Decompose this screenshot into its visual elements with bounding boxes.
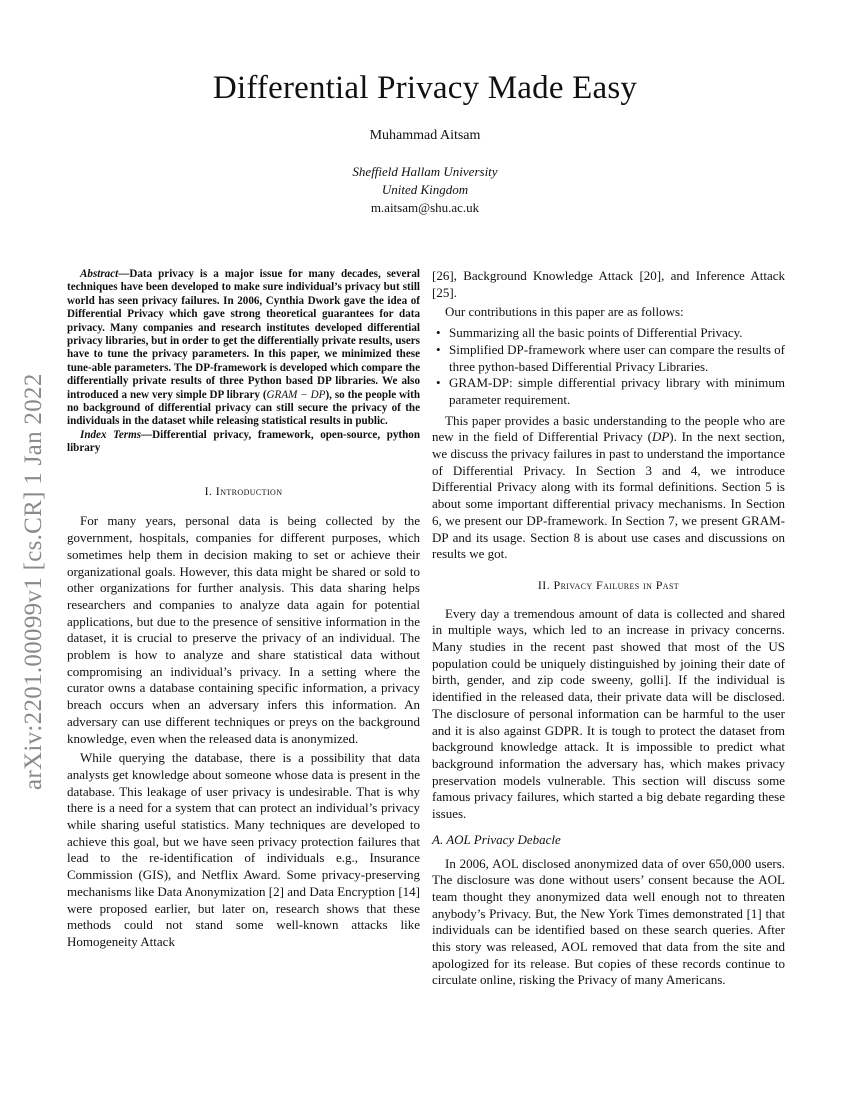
intro-paragraph-3-math: DP <box>651 429 670 445</box>
arxiv-identifier: arXiv:2201.00099v1 [cs.CR] 1 Jan 2022 <box>20 373 47 790</box>
country: United Kingdom <box>381 182 469 197</box>
abstract-label: Abstract <box>80 268 119 280</box>
abstract-dash: — <box>118 268 130 280</box>
list-item <box>432 325 785 342</box>
abstract-text-2: ), so the people with no background of differential privacy can still secure the privacy of the individuals in the dataset while releasing statistical results in public. <box>67 388 420 428</box>
section-2-heading-text: II. Privacy Failures in Past <box>537 577 680 592</box>
intro-paragraph-3-part-a: This paper provides a basic understanding to the people who are new in the field of Differential Privacy ( <box>432 412 785 445</box>
institution: Sheffield Hallam University <box>352 164 498 179</box>
section-1-heading-text: I. Introduction <box>204 483 283 498</box>
contribution-text: GRAM-DP: simple differential privacy library with minimum parameter requirement. <box>449 375 785 407</box>
abstract <box>67 268 420 429</box>
arxiv-stamp <box>18 300 58 800</box>
bullet-icon: • <box>436 341 441 357</box>
abstract-math: GRAM − DP <box>266 388 326 401</box>
contribution-text: Summarizing all the basic points of Differential Privacy. <box>449 325 743 341</box>
index-terms-dash: — <box>141 428 153 441</box>
author-name: Muhammad Aitsam <box>369 128 481 143</box>
contributions-intro: Our contributions in this paper are as follows: <box>445 304 684 320</box>
index-terms <box>67 429 420 456</box>
left-column <box>67 268 420 951</box>
abstract-text-1: Data privacy is a major issue for many decades, several techniques have been developed to make sure individual’s privacy but still world has seen privacy failures. In 2006, Cynthia Dwork gave the idea of Differential Privacy which gave strong theoretical guarantees for data privacy. Many companies and research institutes developed differential privacy libraries, but in order to get the differentially private results, users have to tune the privacy parameters. In this paper, we minimized these tune-able parameters. The DP-framework is developed which compare the differentially private results of three Python based DP libraries. We also introduced a new very simple DP library ( <box>67 268 420 401</box>
index-terms-label: Index Terms <box>80 428 142 441</box>
subsection-heading-aol: A. AOL Privacy Debacle <box>432 831 561 847</box>
section-heading-introduction <box>67 483 420 500</box>
intro-paragraph-2: While querying the database, there is a possibility that data analysts get knowledge about someone whose data is present in the database. This leakage of user privacy is undesirable. That is why there is a need for a system that can protect an individual’s privacy while sharing useful statistics. Many techniques are developed to achieve this goal, but we have seen privacy protection failures that lead to the re-identification of individuals e.g., Insurance Commission (GIS), and Netflix Award. Some privacy-preserving mechanisms like Data Anonymization [2] and Data Encryption [14] were proposed earlier, but later on, research shows that these methods could not stand some well-known attacks like Homogeneity Attack <box>67 750 420 949</box>
contribution-text: Simplified DP-framework where user can compare the results of three python-based Differential Privacy Libraries. <box>449 341 785 374</box>
author-affiliation <box>0 163 850 217</box>
list-item <box>432 375 785 408</box>
intro-paragraph-1: For many years, personal data is being collected by the government, hospitals, companies for different purposes, which sometimes help them in decision making to set or achieve their organizational goals. However, this data might be shared or sold to other organizations for further analysis. This data sharing helps researchers and companies to analyze data again for potential applications, but due to the presence of sensitive information in the dataset, it is crucial to preserve the privacy of an individual. The problem is how to analyze and share statistical data without compromising an individual’s privacy. In a setting where the curator owns a database containing specific information, a privacy breach occurs when an adversary infers this information. An adversary can use different techniques or preys on the background knowledge, even when the released data is anonymized. <box>67 513 420 746</box>
bullet-icon: • <box>436 375 441 391</box>
right-column <box>432 268 785 989</box>
list-item <box>432 342 785 375</box>
section-heading-privacy-failures <box>432 577 785 594</box>
contributions-list <box>432 325 785 409</box>
author-email: m.aitsam@shu.ac.uk <box>370 200 480 215</box>
aol-paragraph: In 2006, AOL disclosed anonymized data of over 650,000 users. The disclosure was done without users’ consent because the AOL team thought they anonymized data well enough not to threaten anybody’s Privacy. But, the New York Times demonstrated [1] that individuals can be identified based on these search queries. After this story was released, AOL removed that data from the site and apologized for its release. But copies of these records continue to circulate online, risking the Privacy of many Americans. <box>432 855 785 988</box>
intro-paragraph-3-part-b: ). In the next section, we discuss the privacy failures in past to understand the importance of Differential Privacy. In Section 3 and 4, we introduce Differential Privacy along with its formal definitions. Section 5 is about some important differential privacy mechanisms. In Section 6, we present our DP-framework. In Section 7, we present GRAM-DP and its usage. Section 8 is about use cases and discussions on results we got. <box>432 429 785 562</box>
intro-paragraph-2-continued: [26], Background Knowledge Attack [20], and Inference Attack [25]. <box>432 268 785 300</box>
paper-title: Differential Privacy Made Easy <box>212 70 638 106</box>
index-terms-text: Differential privacy, framework, open-source, python library <box>67 428 420 455</box>
privacy-failures-paragraph: Every day a tremendous amount of data is collected and shared in multiple ways, which led to an increase in privacy concerns. Many studies in the recent past showed that most of the US population could be uniquely distinguished by joining their date of birth, gender, and zip code sweeny, golli]. If the individual is identified in the released data, their private data will be disclosed. The disclosure of personal information can be harmful to the user and it is also against GDPR. It is tough to protect the dataset from background knowledge attack. It is impossible to predict what background information the adversary has, which makes privacy preservation models vulnerable. This section will discuss some famous privacy failures, which started a big debate regarding these issues. <box>432 605 785 822</box>
bullet-icon: • <box>436 325 441 341</box>
intro-paragraph-3 <box>432 413 785 563</box>
